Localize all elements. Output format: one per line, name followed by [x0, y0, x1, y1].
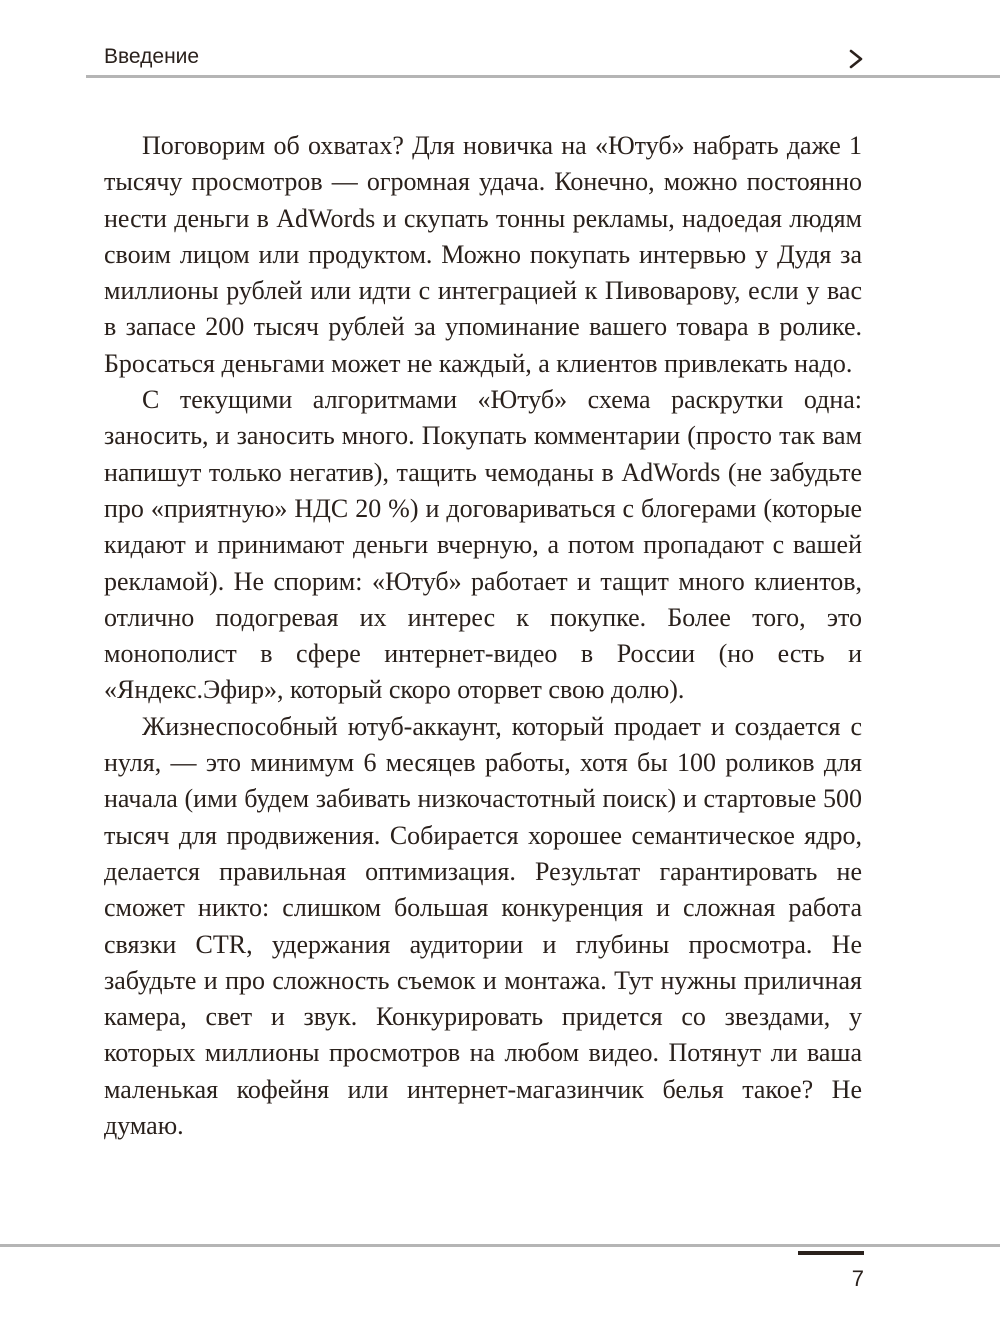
- paragraph-3: Жизнеспособный ютуб-аккаунт, который продает и создается с нуля, — это минимум 6 месяцев работы, хотя бы 100 роликов для начала (ими будем забивать низкочастотный поиск) и стартовые 500 тысяч для продвижения. Собирается хорошее семантическое ядро, делается правильная оптимизация. Результат гарантировать не сможет никто: слишком большая конкуренция и сложная работа связки CTR, удержания аудитории и глубины просмотра. Не забудьте и про сложность съемок и монтажа. Тут нужны приличная камера, свет и звук. Конкурировать придется со звездами, у которых миллионы просмотров на любом видео. Потянут ли ваша маленькая кофейня или интернет-магазинчик белья такое? Не думаю.: [104, 711, 862, 1141]
- section-title: Введение: [104, 45, 200, 68]
- footer-divider: [0, 1244, 1000, 1247]
- paragraph-2: С текущими алгоритмами «Ютуб» схема раскрутки одна: заносить, и заносить много. Покупать комментарии (просто так вам напишут только негатив), тащить чемоданы в AdWords (не забудьте про «приятную» НДС 20 %) и договариваться с блогерами (которые кидают и принимают деньги вчерную, а потом пропадают с вашей рекламой). Не спорим: «Ютуб» работает и тащит много клиентов, отлично подогревая их интерес к покупке. Более того, это монополист в сфере интернет-видео в России (но есть и «Яндекс.Эфир», который скоро оторвет свою долю).: [104, 385, 862, 705]
- chevron-right-icon: [848, 48, 864, 70]
- header-divider: [86, 75, 1000, 78]
- paragraph-1: Поговорим об охватах? Для новичка на «Ютуб» набрать даже 1 тысячу просмотров — огромная удача. Конечно, можно постоянно нести деньги в AdWords и скупать тонны рекламы, надоедая людям своим лицом или продуктом. Можно покупать интервью у Дудя за миллионы рублей или идти с интеграцией к Пивоварову, если у вас в запасе 200 тысяч рублей за упоминание вашего товара в ролике. Бросаться деньгами может не каждый, а клиентов привлекать надо.: [104, 131, 862, 378]
- page-number: 7: [851, 1266, 864, 1291]
- footer-accent-bar: [798, 1251, 864, 1255]
- body-text: [104, 128, 862, 1144]
